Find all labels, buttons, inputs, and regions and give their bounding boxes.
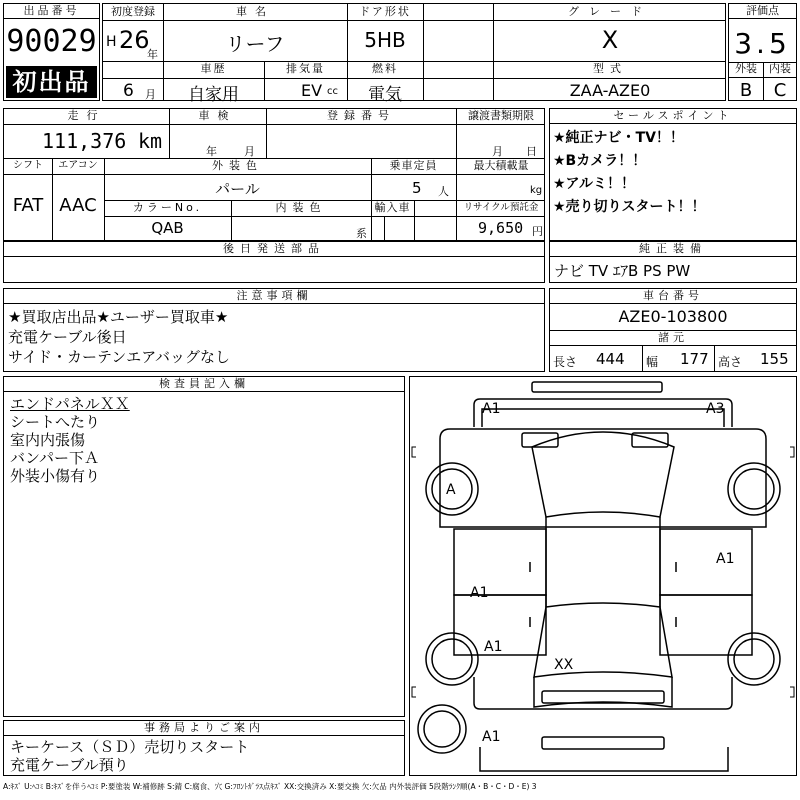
sales-point-item: ★純正ナビ・TV！！ [553,130,684,146]
mark-a3-front-right: A3 [706,401,725,417]
color-no: QAB [151,219,184,237]
specs-box [3,108,545,241]
model-code: ZAA-AZE0 [569,81,651,100]
score: 3.5 [734,27,791,60]
inspector-list [10,395,130,485]
first-listing-badge: 初出品 [6,66,97,98]
int-color-unit: 系 [356,227,367,240]
grade-label: グレード [568,5,652,18]
mark-a1-front-left: A1 [482,401,501,417]
length: 444 [596,350,625,368]
lot-number: 90029 [6,24,97,59]
equipment-label: 純正装備 [550,242,796,257]
recycle-fee: 9,650 [478,219,524,237]
mileage: 111,376 [42,129,127,153]
chassis-number: AZE0-103800 [618,307,728,326]
ext-color-label: 外装色 [212,159,263,172]
inspector-label: 検査員記入欄 [4,377,404,392]
inspector-line: エンドパネルＸＸ [10,395,130,413]
shift-label: シフト [13,160,43,171]
dims-label: 諸元 [550,331,796,346]
chassis-label: 車台番号 [550,289,796,304]
inspector-line: バンパー下Ａ [10,449,99,467]
lot-number-box [3,3,100,101]
sales-point-item: ★アルミ！！ [553,176,635,192]
lot-number-label: 出品番号 [4,4,99,19]
sales-points-box [549,108,797,241]
grade: X [601,26,619,54]
height: 155 [760,350,789,368]
notes-label: 注意事項欄 [4,289,544,304]
transfer-deadline-label: 譲渡書類期限 [468,109,534,122]
equipment-box [549,241,797,283]
office-line: キーケース（ＳＤ）売切りスタート [10,738,250,756]
capacity: 5 [412,179,422,197]
mark-a1-spare: A1 [482,729,501,745]
height-label: 高さ [718,355,743,369]
transfer-month-unit: 月 [492,145,503,158]
mileage-unit: km [138,129,163,153]
exterior-grade: B [739,80,753,101]
aircon-label: エアコン [58,160,98,171]
fuel: 電気 [368,85,402,105]
year-unit: 年 [147,48,158,61]
car-name-label: 車名 [236,5,274,18]
inspection-label: 車検 [198,109,237,122]
era: H [106,34,117,50]
mark-a1-right-side: A1 [716,551,735,567]
model-label: 型式 [593,62,627,75]
aircon: AAC [59,195,97,216]
car-diagram-box [409,376,797,776]
recycle-unit: 円 [532,225,543,238]
displacement-label: 排気量 [286,62,325,75]
month-unit: 月 [145,88,156,101]
color-no-label: カラーNo. [132,201,203,214]
first-reg-year: 26 [119,26,150,54]
sales-points-list [553,127,706,219]
fuel-label: 燃料 [372,62,398,75]
inspector-line: シートへたり [10,413,101,431]
office-box [3,720,405,776]
first-reg-label: 初度登録 [111,5,155,18]
door-type: 5HB [364,28,406,52]
note-line: サイド・カーテンエアバッグなし [8,348,231,366]
width-label: 幅 [646,355,659,369]
score-box [728,3,797,101]
note-line: 充電ケーブル後日 [8,328,127,346]
sales-point-item: ★Bカメラ！！ [553,153,647,169]
reg-no-label: 登録番号 [327,109,395,122]
length-label: 長さ [553,355,578,369]
history: 自家用 [188,85,239,105]
mileage-label: 走行 [67,109,106,122]
history-label: 車歴 [200,62,227,75]
width: 177 [680,350,709,368]
score-label: 評価点 [729,4,796,19]
int-color-label: 内装色 [275,201,327,214]
import-label: 輸入車 [374,201,411,214]
interior-grade: C [773,80,787,101]
first-reg-month: 6 [123,81,134,101]
office-line: 充電ケーブル預り [10,756,129,774]
mark-a-front-left-wheel: A [446,482,456,498]
later-parts-box [3,241,545,283]
note-line: ★買取店出品★ユーザー買取車★ [8,308,229,326]
sales-point-item: ★売り切りスタート！！ [553,199,706,215]
office-label: 事務局よりご案内 [4,721,404,736]
header-main-box [102,3,726,105]
car-diagram [410,377,796,775]
inspector-line: 外装小傷有り [10,467,101,485]
max-load-unit: kg [530,185,543,196]
capacity-unit: 人 [438,185,449,198]
equipment-value: ナビ TV ｴｱB PS PW [554,262,691,280]
inspection-year-unit: 年 [206,145,217,158]
displacement: EV [301,81,323,100]
recycle-label: リサイクル預託金 [463,202,539,213]
mark-a1-left-rear: A1 [484,639,503,655]
inspection-month-unit: 月 [244,145,255,158]
sales-points-label: セールスポイント [550,109,796,124]
exterior-grade-label: 外装 [735,62,757,75]
car-name: リーフ [225,32,285,56]
later-parts-label: 後日発送部品 [4,242,544,257]
notes-box [3,288,545,372]
notes-list [8,307,230,367]
inspector-line: 室内内張傷 [10,431,86,449]
capacity-label: 乗車定員 [389,159,438,172]
legend-text: A:ｷｽﾞ U:ﾍｺﾐ B:ｷｽﾞを伴うﾍｺﾐ P:要塗装 W:補修跡 S:錆 C:腐食、穴 G:ﾌﾛﾝﾄｶﾞﾗｽ点ｷｽﾞ XX:交換済み X:要交換 欠:欠品 内外装評価 5段階ﾗﾝｸ順(A・B・C・D・E) 3 [3,782,537,791]
inspector-box [3,376,405,717]
interior-grade-label: 内装 [769,62,791,75]
displacement-unit: cc [327,86,338,97]
max-load-label: 最大積載量 [473,159,529,172]
office-list [10,738,249,774]
transfer-day-unit: 日 [526,145,537,158]
mark-xx-rear: XX [554,657,574,673]
door-type-label: ドア形状 [359,5,411,18]
shift: FAT [12,195,44,216]
chassis-box [549,288,797,372]
ext-color: パール [215,180,260,198]
mark-a1-left-door: A1 [470,585,489,601]
